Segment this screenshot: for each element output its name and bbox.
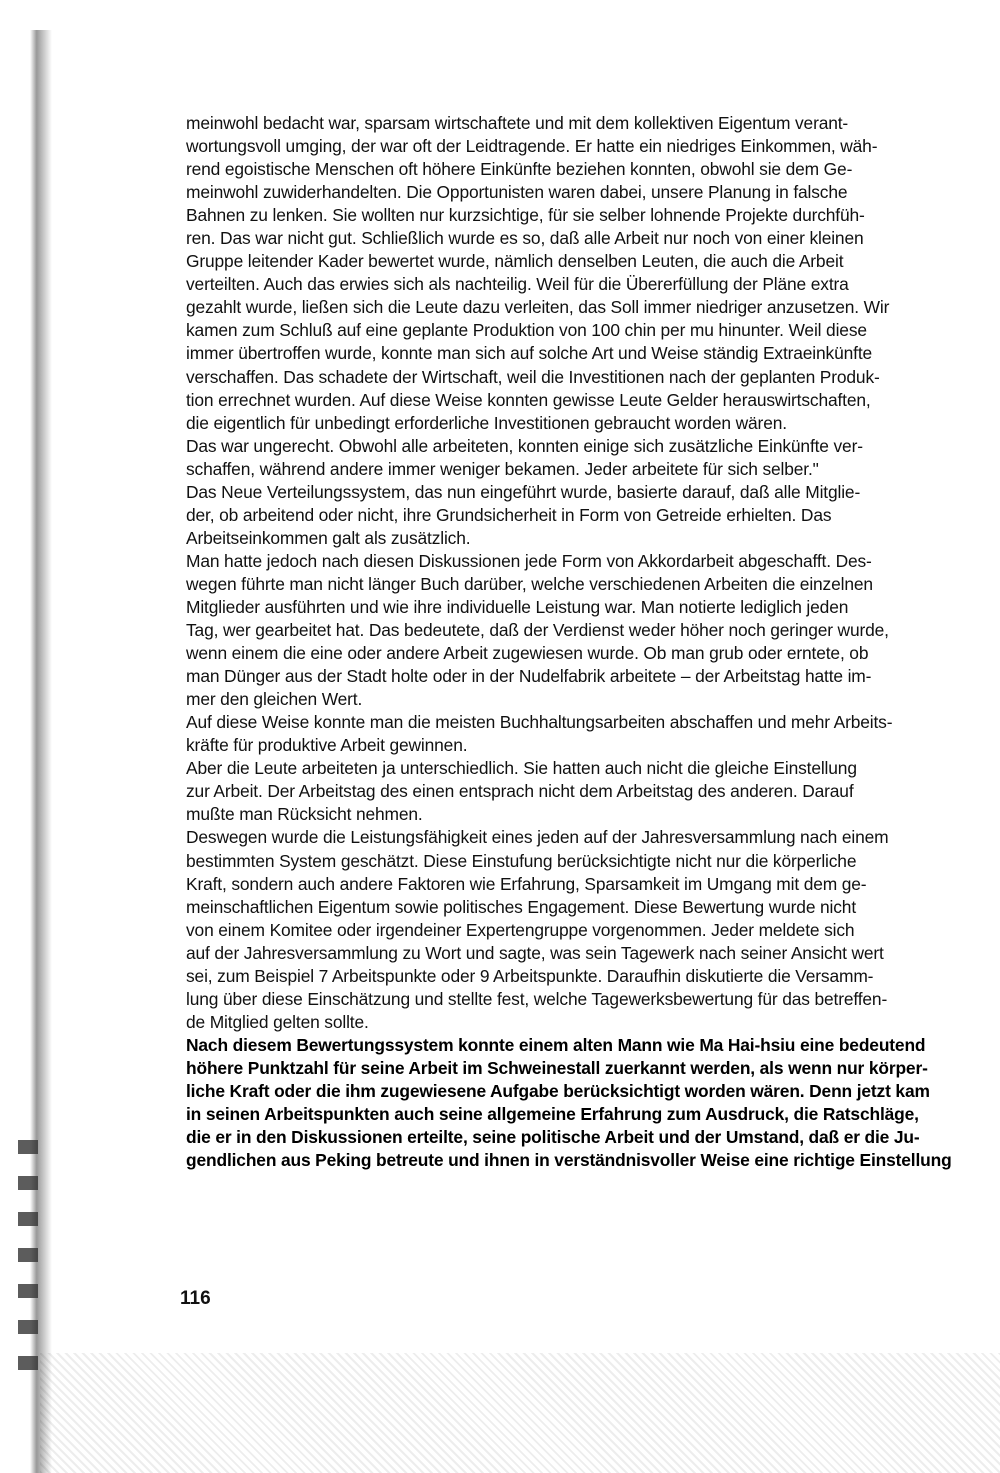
text-line: ren. Das war nicht gut. Schließlich wurde es so, daß alle Arbeit nur noch von einer kleinen <box>186 228 864 249</box>
text-line: Man hatte jedoch nach diesen Diskussionen jede Form von Akkordarbeit abgeschafft. Des- <box>186 550 872 571</box>
text-line: gezahlt wurde, ließen sich die Leute dazu verleiten, das Soll immer niedriger anzusetzen. Wir <box>186 297 890 318</box>
text-line: Mitglieder ausführten und wie ihre individuelle Leistung war. Man notierte lediglich jeden <box>186 596 849 617</box>
text-line: Tag, wer gearbeitet hat. Das bedeutete, daß der Verdienst weder höher noch geringer wurde, <box>186 620 889 641</box>
binding-mark <box>18 1176 38 1190</box>
text-line: de Mitglied gelten sollte. <box>186 1011 369 1032</box>
text-line: Gruppe leitender Kader bewertet wurde, nämlich denselben Leuten, die auch die Arbeit <box>186 251 844 272</box>
text-line: Nach diesem Bewertungssystem konnte einem alten Mann wie Ma Hai-hsiu eine bedeutend <box>186 1034 926 1055</box>
text-line: verteilten. Auch das erwies sich als nachteilig. Weil für die Übererfüllung der Pläne extra <box>186 274 849 295</box>
text-line: Das war ungerecht. Obwohl alle arbeiteten, konnten einige sich zusätzliche Einkünfte ver- <box>186 435 863 456</box>
text-line: liche Kraft oder die ihm zugewiesene Aufgabe berücksichtigt worden wären. Denn jetzt kam <box>186 1080 930 1101</box>
text-line: die eigentlich für unbedingt erforderliche Investitionen gebraucht worden wären. <box>186 412 787 433</box>
text-line: höhere Punktzahl für seine Arbeit im Schweinestall zuerkannt werden, als wenn nur körper- <box>186 1057 928 1078</box>
page-number: 116 <box>180 1288 211 1309</box>
binding-mark <box>18 1284 38 1298</box>
text-line: auf der Jahresversammlung zu Wort und sagte, was sein Tagewerk nach seiner Ansicht wert <box>186 942 884 963</box>
binding-mark <box>18 1248 38 1262</box>
text-line: der, ob arbeitend oder nicht, ihre Grundsicherheit in Form von Getreide erhielten. Das <box>186 504 832 525</box>
text-line: mußte man Rücksicht nehmen. <box>186 804 423 825</box>
binding-mark <box>18 1320 38 1334</box>
text-line: Arbeitseinkommen galt als zusätzlich. <box>186 527 471 548</box>
text-line: gendlichen aus Peking betreute und ihnen in verständnisvoller Weise eine richtige Einstellung <box>186 1150 952 1171</box>
text-line: Kraft, sondern auch andere Faktoren wie Erfahrung, Sparsamkeit im Umgang mit dem ge- <box>186 873 867 894</box>
text-line: die er in den Diskussionen erteilte, seine politische Arbeit und der Umstand, daß er die Ju- <box>186 1127 920 1148</box>
text-line: wortungsvoll umging, der war oft der Leidtragende. Er hatte ein niedriges Einkommen, wäh- <box>186 136 878 157</box>
text-line: wenn einem die eine oder andere Arbeit zugewiesen wurde. Ob man grub oder erntete, ob <box>186 643 869 664</box>
text-line: meinwohl bedacht war, sparsam wirtschaftete und mit dem kollektiven Eigentum verant- <box>186 113 849 133</box>
text-line: kamen zum Schluß auf eine geplante Produktion von 100 chin per mu hinunter. Weil diese <box>186 320 867 341</box>
text-line: kräfte für produktive Arbeit gewinnen. <box>186 735 468 756</box>
text-line: sei, zum Beispiel 7 Arbeitspunkte oder 9 Arbeitspunkte. Daraufhin diskutierte die Versamm- <box>186 965 874 986</box>
text-line: Auf diese Weise konnte man die meisten Buchhaltungsarbeiten abschaffen und mehr Arbeits- <box>186 712 893 733</box>
text-line: Das Neue Verteilungssystem, das nun eingeführt wurde, basierte darauf, daß alle Mitglie- <box>186 481 861 502</box>
text-line: Aber die Leute arbeiteten ja unterschiedlich. Sie hatten auch nicht die gleiche Einstellung <box>186 758 857 779</box>
binding-mark <box>18 1140 38 1154</box>
scan-noise <box>40 1353 1000 1473</box>
body-text <box>186 112 958 1172</box>
text-line: bestimmten System geschätzt. Diese Einstufung berücksichtigte nicht nur die körperliche <box>186 850 857 871</box>
text-line: tion errechnet wurden. Auf diese Weise konnten gewisse Leute Gelder herauswirtschaften, <box>186 389 871 410</box>
text-line: lung über diese Einschätzung und stellte fest, welche Tagewerksbewertung für das betreffen- <box>186 988 888 1009</box>
text-line: immer übertroffen wurde, konnte man sich auf solche Art und Weise ständig Extraeinkünfte <box>186 343 873 364</box>
text-line: Bahnen zu lenken. Sie wollten nur kurzsichtige, für sie selber lohnende Projekte durchfüh- <box>186 205 865 226</box>
text-line: von einem Komitee oder irgendeiner Expertengruppe vorgenommen. Jeder meldete sich <box>186 919 855 940</box>
text-line: in seinen Arbeitspunkten auch seine allgemeine Erfahrung zum Ausdruck, die Ratschläge, <box>186 1104 919 1125</box>
binding-mark <box>18 1356 38 1370</box>
text-line: meinwohl zuwiderhandelten. Die Opportunisten waren dabei, unsere Planung in falsche <box>186 182 848 203</box>
binding-mark <box>18 1212 38 1226</box>
text-line: man Dünger aus der Stadt holte oder in der Nudelfabrik arbeitete – der Arbeitstag hatte im- <box>186 666 872 687</box>
text-line: verschaffen. Das schadete der Wirtschaft, weil die Investitionen nach der geplanten Produk- <box>186 366 880 387</box>
text-line: schaffen, während andere immer weniger bekamen. Jeder arbeitete für sich selber." <box>186 458 819 479</box>
text-line: meinschaftlichen Eigentum sowie politisches Engagement. Diese Bewertung wurde nicht <box>186 896 857 917</box>
text-line: rend egoistische Menschen oft höhere Einkünfte beziehen konnten, obwohl sie dem Ge- <box>186 159 853 180</box>
text-line: mer den gleichen Wert. <box>186 689 363 710</box>
text-line: wegen führte man nicht länger Buch darüber, welche verschiedenen Arbeiten die einzelnen <box>186 573 873 594</box>
text-line: zur Arbeit. Der Arbeitstag des einen entsprach nicht dem Arbeitstag des anderen. Darauf <box>186 781 854 802</box>
text-line: Deswegen wurde die Leistungsfähigkeit eines jeden auf der Jahresversammlung nach einem <box>186 827 889 848</box>
